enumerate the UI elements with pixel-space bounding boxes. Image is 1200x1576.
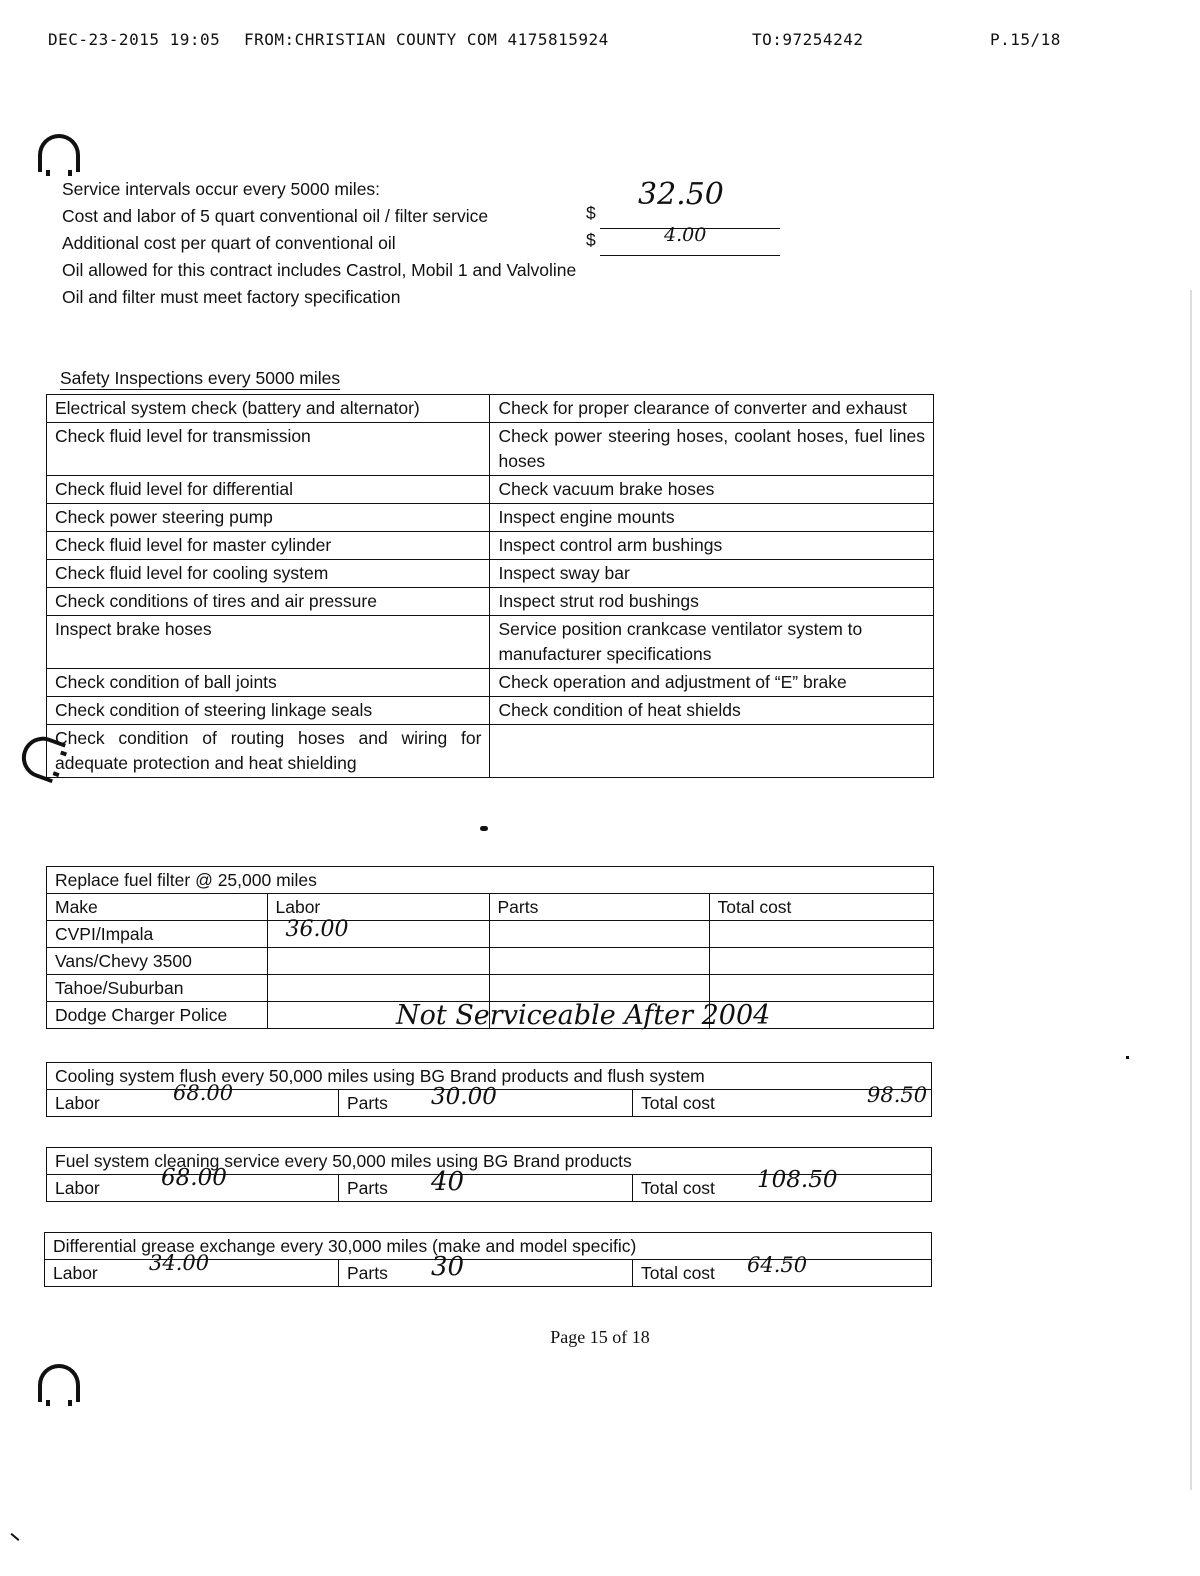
scan-edge bbox=[1190, 290, 1192, 1490]
total-value: 64.50 bbox=[747, 1253, 808, 1277]
labor-label: Labor bbox=[53, 1263, 98, 1283]
labor-value: 68.00 bbox=[161, 1165, 227, 1191]
service-title: Cooling system flush every 50,000 miles using BG Brand products and flush system bbox=[47, 1063, 931, 1090]
table-cell: Check condition of heat shields bbox=[490, 697, 934, 725]
intro-line: Additional cost per quart of conventional oil bbox=[62, 233, 396, 253]
table-cell: Inspect strut rod bushings bbox=[490, 588, 934, 616]
table-cell: Inspect control arm bushings bbox=[490, 532, 934, 560]
labor-cell bbox=[45, 1251, 339, 1286]
table-cell: Check power steering hoses, coolant hoses, fuel lines hoses bbox=[490, 423, 934, 476]
table-cell: Check fluid level for cooling system bbox=[47, 560, 490, 588]
make-cell: Tahoe/Suburban bbox=[47, 975, 267, 1002]
price-line bbox=[600, 255, 780, 256]
table-cell bbox=[490, 725, 934, 778]
parts-cell bbox=[489, 921, 709, 948]
fax-to: TO:97254242 bbox=[752, 30, 864, 49]
parts-cell bbox=[339, 1167, 633, 1201]
fax-page: P.15/18 bbox=[990, 30, 1061, 49]
table-cell: Check operation and adjustment of “E” brake bbox=[490, 669, 934, 697]
table-row bbox=[47, 560, 934, 588]
parts-label: Parts bbox=[347, 1178, 388, 1198]
cooling-system-flush-box bbox=[46, 1062, 932, 1117]
labor-label: Labor bbox=[55, 1093, 100, 1113]
service-cost-row bbox=[47, 1081, 931, 1116]
total-cell bbox=[633, 1083, 929, 1116]
parts-value: 40 bbox=[431, 1167, 465, 1197]
table-cell: Check condition of routing hoses and wiring for adequate protection and heat shielding bbox=[47, 725, 490, 778]
fuel-filter-title: Replace fuel filter @ 25,000 miles bbox=[47, 867, 933, 894]
service-title: Differential grease exchange every 30,000 miles (make and model specific) bbox=[45, 1233, 931, 1260]
scan-dot bbox=[1126, 1056, 1129, 1059]
total-cell bbox=[709, 948, 933, 975]
column-header: Parts bbox=[489, 894, 709, 921]
intro-line: Oil allowed for this contract includes Castrol, Mobil 1 and Valvoline bbox=[62, 260, 577, 280]
table-row bbox=[47, 476, 934, 504]
table-row bbox=[47, 975, 933, 1002]
labor-cell bbox=[267, 975, 489, 1002]
parts-label: Parts bbox=[347, 1263, 388, 1283]
total-value: 98.50 bbox=[867, 1083, 928, 1107]
safety-inspections-title: Safety Inspections every 5000 miles bbox=[60, 368, 341, 388]
table-cell: Check fluid level for differential bbox=[47, 476, 490, 504]
extra-quart-price-value: 4.00 bbox=[664, 224, 707, 246]
punch-hole-bottom-icon bbox=[38, 1364, 80, 1402]
table-cell: Check vacuum brake hoses bbox=[490, 476, 934, 504]
table-cell: Check fluid level for transmission bbox=[47, 423, 490, 476]
table-cell: Check fluid level for master cylinder bbox=[47, 532, 490, 560]
table-cell: Electrical system check (battery and alternator) bbox=[47, 395, 490, 423]
total-value: 108.50 bbox=[757, 1167, 838, 1193]
total-label: Total cost bbox=[641, 1093, 715, 1113]
parts-label: Parts bbox=[347, 1093, 388, 1113]
labor-value: 36.00 bbox=[285, 917, 349, 942]
table-row bbox=[47, 921, 933, 948]
table-cell: Check condition of steering linkage seals bbox=[47, 697, 490, 725]
total-label: Total cost bbox=[641, 1178, 715, 1198]
total-cell bbox=[709, 921, 933, 948]
total-label: Total cost bbox=[641, 1263, 715, 1283]
parts-cell bbox=[339, 1084, 633, 1116]
service-title: Fuel system cleaning service every 50,000 miles using BG Brand products bbox=[47, 1148, 931, 1175]
fax-from: FROM:CHRISTIAN COUNTY COM 4175815924 bbox=[244, 30, 609, 49]
labor-label: Labor bbox=[55, 1178, 100, 1198]
fuel-system-cleaning-box bbox=[46, 1147, 932, 1202]
table-row bbox=[47, 504, 934, 532]
make-cell: Dodge Charger Police bbox=[47, 1002, 267, 1029]
labor-cell bbox=[47, 1165, 339, 1201]
table-cell: Check power steering pump bbox=[47, 504, 490, 532]
parts-value: 30.00 bbox=[431, 1084, 497, 1110]
total-cell bbox=[633, 1167, 929, 1201]
table-row bbox=[47, 697, 934, 725]
column-header: Labor bbox=[267, 894, 489, 921]
total-cell bbox=[633, 1253, 929, 1286]
intro-line: Oil and filter must meet factory specification bbox=[62, 287, 401, 307]
labor-value: 34.00 bbox=[149, 1251, 210, 1275]
make-cell: CVPI/Impala bbox=[47, 921, 267, 948]
oil-service-price-value: 32.50 bbox=[638, 177, 724, 212]
dollar-sign: $ bbox=[586, 230, 596, 250]
table-row bbox=[47, 669, 934, 697]
safety-inspections-table bbox=[46, 394, 934, 778]
table-row bbox=[47, 423, 934, 476]
table-cell: Inspect sway bar bbox=[490, 560, 934, 588]
extra-quart-price-field bbox=[586, 224, 786, 260]
labor-cell bbox=[267, 948, 489, 975]
total-cell bbox=[709, 975, 933, 1002]
stray-mark bbox=[480, 826, 488, 831]
punch-hole-top-icon bbox=[38, 134, 80, 172]
parts-cell bbox=[339, 1252, 633, 1286]
table-row bbox=[47, 616, 934, 669]
page-footer: Page 15 of 18 bbox=[550, 1327, 650, 1347]
table-cell: Inspect engine mounts bbox=[490, 504, 934, 532]
table-row bbox=[47, 725, 934, 778]
intro-line: Cost and labor of 5 quart conventional oil / filter service bbox=[62, 206, 489, 226]
parts-value: 30 bbox=[431, 1252, 465, 1282]
make-cell: Vans/Chevy 3500 bbox=[47, 948, 267, 975]
column-header: Make bbox=[47, 894, 267, 921]
table-cell: Inspect brake hoses bbox=[47, 616, 490, 669]
table-row bbox=[47, 948, 933, 975]
oil-service-intro bbox=[62, 176, 576, 311]
table-cell: Check conditions of tires and air pressure bbox=[47, 588, 490, 616]
fax-header bbox=[0, 30, 1200, 56]
table-cell: Service position crankcase ventilator system to manufacturer specifications bbox=[490, 616, 934, 669]
parts-cell bbox=[489, 975, 709, 1002]
labor-cell bbox=[47, 1081, 339, 1116]
column-header: Total cost bbox=[717, 897, 792, 917]
labor-value: 68.00 bbox=[173, 1081, 234, 1105]
handwritten-note: Not Serviceable After 2004 bbox=[396, 1000, 771, 1031]
labor-cell bbox=[267, 917, 489, 948]
table-cell: Check for proper clearance of converter and exhaust bbox=[490, 395, 934, 423]
dollar-sign: $ bbox=[586, 203, 596, 223]
fax-date-time: DEC-23-2015 19:05 bbox=[48, 30, 221, 49]
table-row bbox=[47, 588, 934, 616]
intro-line: Service intervals occur every 5000 miles: bbox=[62, 179, 381, 199]
differential-grease-box bbox=[44, 1232, 932, 1287]
table-row bbox=[47, 395, 934, 423]
table-cell: Check condition of ball joints bbox=[47, 669, 490, 697]
service-cost-row bbox=[47, 1165, 931, 1201]
parts-cell bbox=[489, 948, 709, 975]
service-cost-row bbox=[45, 1251, 931, 1286]
table-row bbox=[47, 532, 934, 560]
scan-mark bbox=[11, 1533, 20, 1541]
table-header-row bbox=[47, 894, 933, 921]
